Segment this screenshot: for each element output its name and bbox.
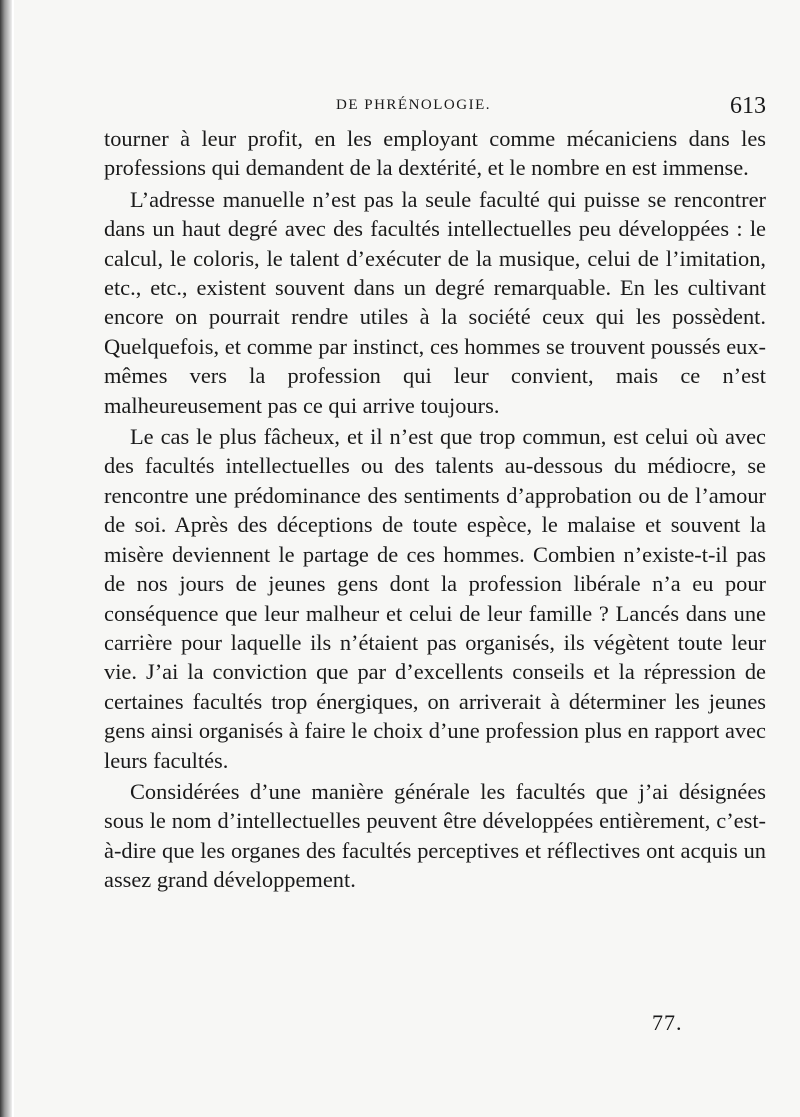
paragraph: Considérées d’une manière générale les facultés que j’ai désignées sous le nom d’intellectuelles peuvent être développées entièrement, c’est-à-dire que les organes des facultés perceptives et réflectives ont acquis un assez grand développement. [104, 778, 766, 893]
paragraph: Le cas le plus fâcheux, et il n’est que trop commun, est celui où avec des facultés intellectuelles ou des talents au-dessous du médiocre, se rencontre une prédominance des sentiments d’approbation ou de l’amour de soi. Après des déceptions de toute espèce, le malaise et souvent la misère deviennent le partage de ces hommes. Combien n’existe-t-il pas de nos jours de jeunes gens dont la profession libérale n’a eu pour conséquence que leur malheur et celui de leur famille ? Lancés dans une carrière pour laquelle ils n’étaient pas organisés, ils végètent toute leur vie. J’ai la conviction que par d’excellents conseils et la répression de certaines facultés trop énergiques, on arriverait à déterminer les jeunes gens ainsi organisés à faire le choix d’une profession plus en rapport avec leurs facultés. [104, 424, 766, 773]
running-title: DE PHRÉNOLOGIE. [336, 97, 491, 113]
page-header [104, 93, 766, 123]
paragraph-continuation: tourner à leur profit, en les employant comme mécaniciens dans les professions qui demandent de la dextérité, et le nombre en est immense. [104, 126, 766, 181]
signature-mark: 77. [652, 1010, 683, 1035]
page-number: 613 [730, 93, 766, 119]
paragraph: L’adresse manuelle n’est pas la seule faculté qui puisse se rencontrer dans un haut degré avec des facultés intellectuelles peu développées : le calcul, le coloris, le talent d’exécuter de la musique, celui de l’imitation, etc., etc., existent souvent dans un degré remarquable. En les cultivant encore on pourrait rendre utiles à la société ceux qui les possèdent. Quelquefois, et comme par instinct, ces hommes se trouvent poussés eux-mêmes vers la profession qui leur convient, mais ce n’est malheureusement pas ce qui arrive toujours. [104, 186, 766, 418]
book-gutter-shadow [0, 0, 12, 1117]
body-text [104, 124, 766, 895]
